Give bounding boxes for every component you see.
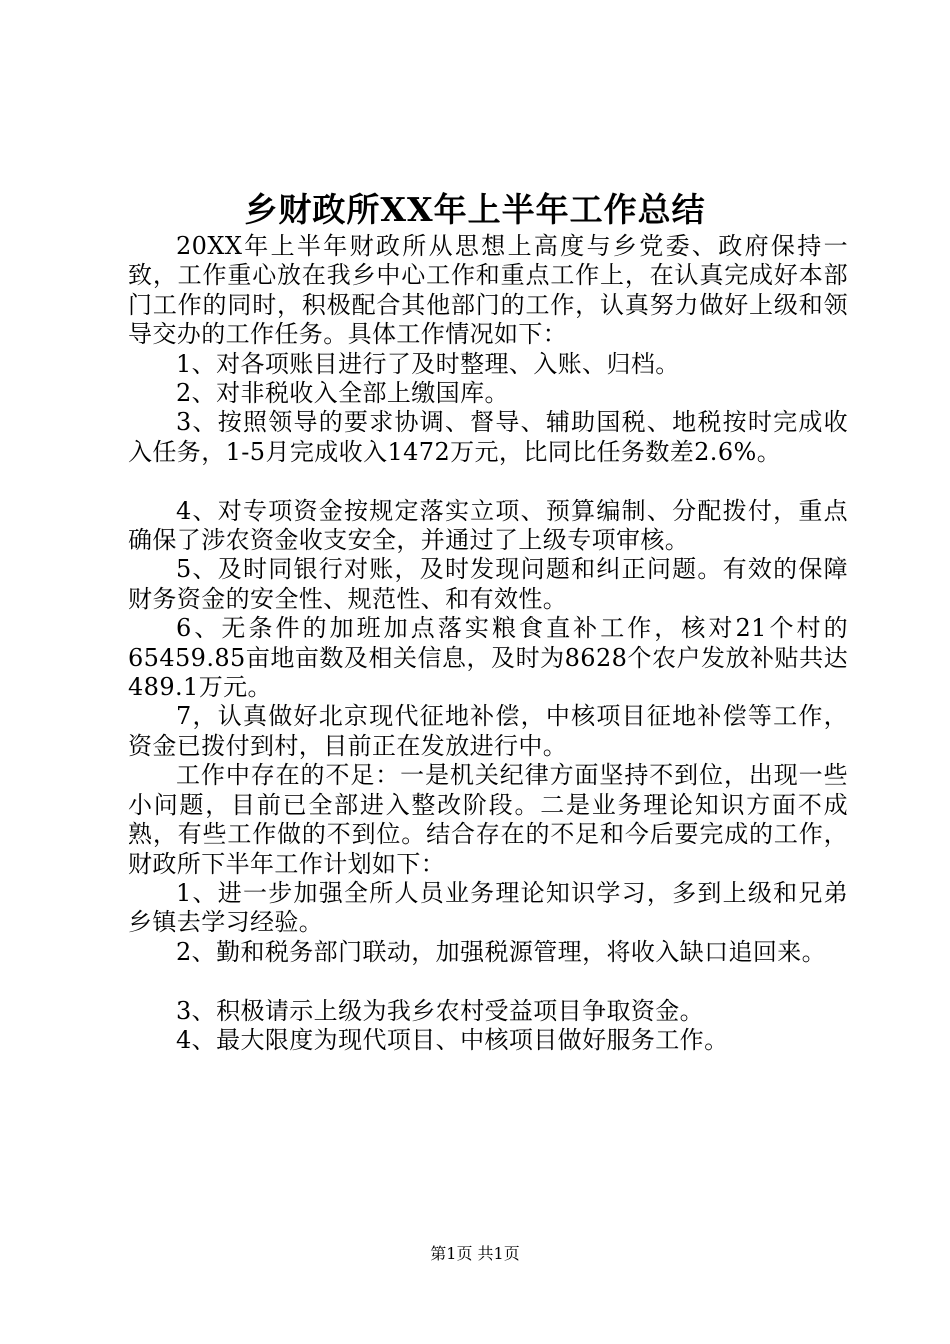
paragraph-item-5: 5、及时同银行对账，及时发现问题和纠正问题。有效的保障财务资金的安全性、规范性、和有效性。 (128, 555, 848, 613)
paragraph-item-6: 6、无条件的加班加点落实粮食直补工作，核对21个村的65459.85亩地亩数及相关信息，及时为8628个农户发放补贴共达489.1万元。 (128, 614, 848, 702)
paragraph-plan-2: 2、勤和税务部门联动，加强税源管理，将收入缺口追回来。 (176, 937, 827, 966)
blank-line (128, 967, 848, 996)
paragraph-plan-3: 3、积极请示上级为我乡农村受益项目争取资金。 (176, 996, 705, 1025)
paragraph-item-3: 3、按照领导的要求协调、督导、辅助国税、地税按时完成收入任务，1-5月完成收入1472万元，比同比任务数差2.6%。 (128, 408, 848, 466)
paragraph-plan-4: 4、最大限度为现代项目、中核项目做好服务工作。 (176, 1025, 729, 1054)
paragraph-shortcomings: 工作中存在的不足：一是机关纪律方面坚持不到位，出现一些小问题，目前已全部进入整改阶段。二是业务理论知识方面不成熟，有些工作做的不到位。结合存在的不足和今后要完成的工作，财政所下半年工作计划如下： (128, 761, 848, 878)
paragraph-intro: 20XX年上半年财政所从思想上高度与乡党委、政府保持一致，工作重心放在我乡中心工作和重点工作上，在认真完成好本部门工作的同时，积极配合其他部门的工作，认真努力做好上级和领导交办的工作任务。具体工作情况如下： (128, 232, 848, 349)
paragraph-item-1: 1、对各项账目进行了及时整理、入账、归档。 (176, 349, 680, 378)
paragraph-item-4: 4、对专项资金按规定落实立项、预算编制、分配拨付，重点确保了涉农资金收支安全，并通过了上级专项审核。 (128, 496, 848, 555)
paragraph-item-7: 7，认真做好北京现代征地补偿，中核项目征地补偿等工作，资金已拨付到村，目前正在发放进行中。 (128, 702, 848, 760)
blank-line (128, 467, 848, 496)
document-body (128, 232, 848, 1055)
paragraph-plan-1: 1、进一步加强全所人员业务理论知识学习，多到上级和兄弟乡镇去学习经验。 (128, 878, 848, 937)
page-footer: 第1页 共1页 (430, 1244, 520, 1263)
paragraph-item-2: 2、对非税收入全部上缴国库。 (176, 379, 509, 408)
document-title: 乡财政所XX年上半年工作总结 (244, 190, 706, 229)
